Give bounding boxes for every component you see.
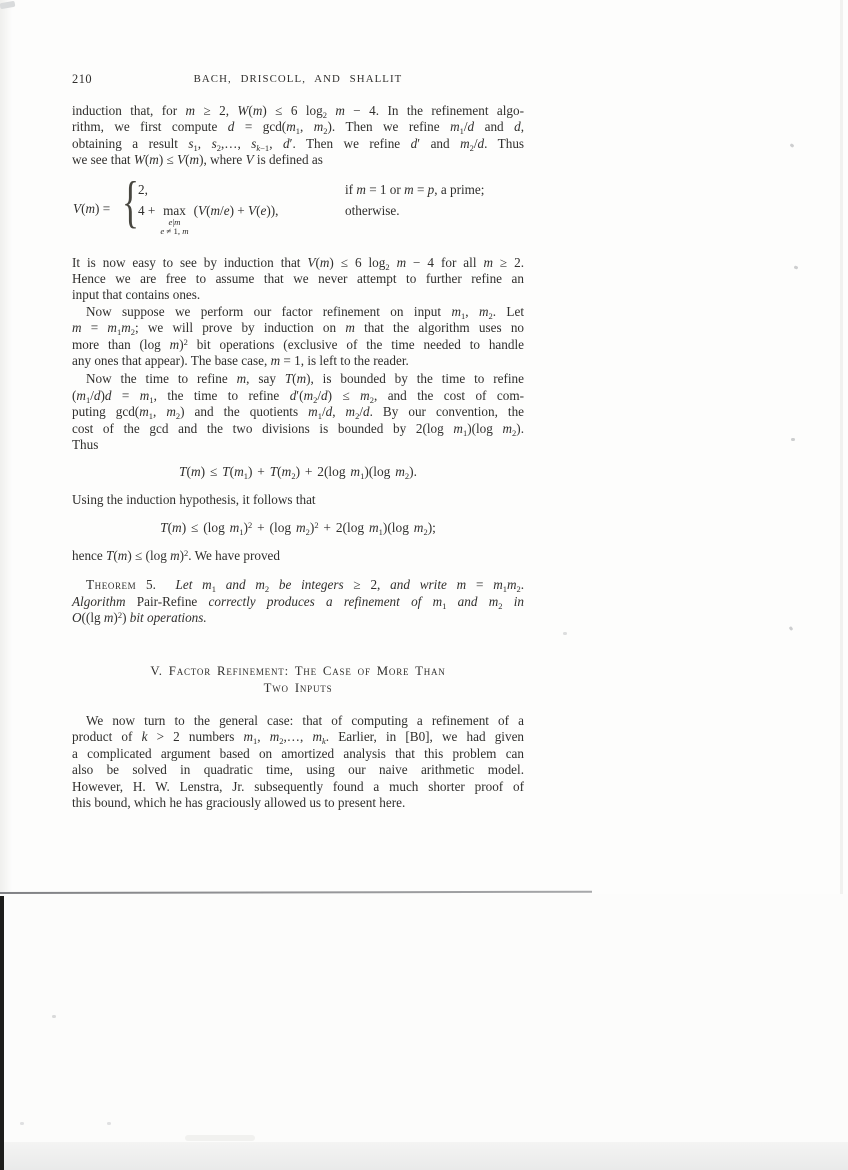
case-row-2 (138, 203, 278, 237)
max-subscript-2: e ≠ 1, m (160, 226, 189, 237)
left-brace: { (122, 170, 139, 234)
scan-smudge (185, 1135, 255, 1141)
scan-speck (790, 143, 795, 148)
case-1-condition: if m = 1 or m = p, a prime; (345, 181, 485, 197)
scan-speck (52, 1015, 56, 1018)
case-2-expression: (V(m/e) + V(e)), (193, 202, 279, 218)
display-equation-t-expanded: T(m) ≤ (log $m_1)^2 + (\log$ $m_2)^2 + 2(\log$ $m_1)(\log$ $m_2$); (160, 520, 436, 538)
text-line: induction that, for m ≥ 2, W(m) ≤ 6 $\log_2 m - 4$. In the refinement algo- (72, 103, 525, 120)
scanner-left-strip (0, 896, 4, 1170)
page-number: 210 (72, 72, 93, 86)
scan-right-page-edge (840, 0, 843, 894)
text-line: It is now easy to see by induction that V(m) ≤ 6 $\log_2 m - 4$ for all m ≥ 2. (72, 254, 524, 272)
text-line: Now the time to refine m, say T(m), is bounded by the time to refine (86, 371, 524, 387)
text-line: Thus (72, 437, 99, 453)
scan-speck (107, 1122, 111, 1125)
max-subscript-1: e|m (168, 216, 181, 227)
case-1-value: 2, (138, 181, 148, 197)
underlying-page (0, 894, 848, 1170)
text-line: product of k > 2 numbers $m_1$, $m_2,\dots$, $m_k$. Earlier, in [B0], we had given (72, 729, 525, 747)
text-line: We now turn to the general case: that of computing a refinement of a (86, 712, 524, 728)
paragraph-induction (72, 255, 524, 304)
text-line: a complicated argument based on amortized analysis that this problem can (72, 745, 524, 761)
text-line: puting $\gcd(m_1$, $m_2$) and the quotients $m_1/d$, $m_2/d$. By our convention, the (72, 404, 525, 422)
scanner-bottom-band (0, 1142, 848, 1170)
scan-speck (794, 265, 799, 269)
text-line: this bound, which he has graciously allowed us to present here. (72, 794, 406, 810)
page-header (72, 71, 524, 85)
text-line: any ones that appear). The base case, m = 1, is left to the reader. (72, 353, 409, 369)
paragraph-time (72, 371, 524, 453)
max-operator-stack (160, 203, 188, 237)
text-line: also be solved in quadratic time, using our naive arithmetic model. (72, 762, 524, 778)
text-line: input that contains ones. (72, 287, 201, 303)
case-2-condition: otherwise. (345, 202, 400, 218)
scan-corner-mark (0, 1, 15, 10)
section-heading-line-2: Two Inputs (263, 681, 333, 696)
scan-speck (563, 632, 567, 635)
text-line: O((lg m)$^2$) bit operations. (72, 610, 207, 626)
paragraph-general-case (72, 713, 524, 811)
text-line: more than (log m)$^2$ bit operations (exclusive of the time needed to handle (72, 336, 524, 352)
text-line: Theorem 5. Let $m_1$ and $m_2$ be integers ≥ 2, and write $m = m_1m_2$. (86, 577, 525, 595)
text-line: cost of the gcd and the two divisions is bounded by 2(log $m_1)(\log$ $m_2$). (72, 420, 524, 438)
text-line: However, H. W. Lenstra, Jr. subsequently found a much shorter proof of (72, 778, 524, 794)
text-line: rithm, we first compute $d = \gcd(m_1$, $m_2$). Then we refine $m_1/d$ and d, (72, 119, 525, 137)
text-column (72, 71, 524, 811)
text-line: obtaining a result $s_1$, $s_2,\dots$, $s_{k-1}$, d′. Then we refine d′ and $m_2/d$. Thus (72, 135, 525, 153)
scan-speck (20, 1122, 24, 1125)
text-line: $m = m_1m_2$; we will prove by induction on m that the algorithm uses no (72, 320, 525, 338)
section-heading-line-1: V. Factor Refinement: The Case of More Than (150, 663, 446, 678)
text-line: Hence we are free to assume that we never attempt to further refine an (72, 271, 524, 287)
paragraph-suppose (72, 304, 524, 370)
case-row-1 (138, 182, 148, 198)
scan-left-gutter (0, 0, 12, 894)
running-title: BACH, DRISCOLL, AND SHALLIT (193, 73, 403, 85)
text-line: we see that W(m) ≤ V(m), where V is defined as (72, 152, 323, 168)
equation-lhs: V(m) = (73, 200, 111, 216)
theorem-5-block (72, 577, 524, 627)
scan-speck (789, 626, 794, 631)
text-line: Algorithm Pair-Refine correctly produces a refinement of $m_1$ and $m_2$ in (72, 593, 524, 611)
paragraph-intro (72, 103, 524, 169)
text-line: Now suppose we perform our factor refinement on input $m_1$, $m_2$. Let (86, 303, 525, 321)
scan-speck (791, 438, 795, 441)
line-using: Using the induction hypothesis, it follows that (72, 491, 316, 507)
section-heading (72, 663, 524, 698)
max-operator: max (163, 202, 186, 218)
display-equation-t-bound: $T(m) \le T(m_1) + T(m_2) + 2(\log$ $m_1)(\log$ $m_2$). (179, 463, 417, 481)
line-hence: hence T(m) ≤ (log m)$^2$. We have proved (72, 547, 280, 563)
cases-equation (72, 170, 524, 243)
text-line: $(m_1/d)d = m_1$, the time to refine $d'(m_2/d) \le m_2$, and the cost of com- (72, 387, 524, 405)
case-2-pre: 4 + (138, 202, 156, 218)
